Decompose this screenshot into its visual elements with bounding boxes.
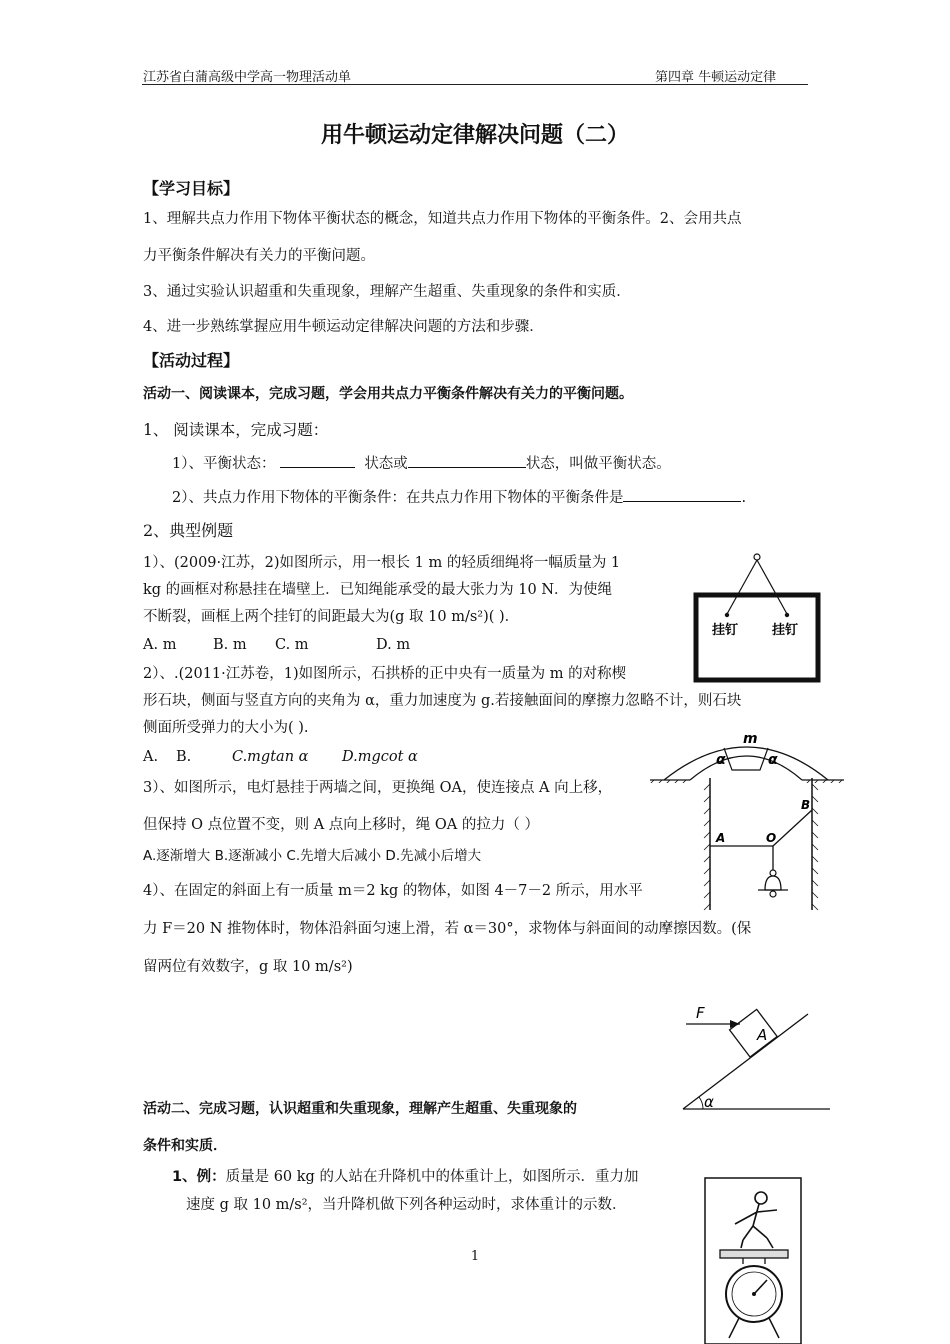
blank-1[interactable] [280,453,355,468]
q1-options [143,634,663,656]
step-1: 1、 阅读课本，完成习题： [143,421,329,439]
header-rule [142,84,808,85]
q1-line2: kg 的画框对称悬挂在墙壁上．已知绳能承受的最大张力为 10 N．为使绳 [143,582,613,598]
fig-force-label: F [696,1004,705,1022]
activity-2-heading-line1: 活动二、完成习题，认识超重和失重现象，理解产生超重、失重现象的 [143,1101,577,1117]
fig-label-right-nail: 挂钉 [772,623,799,638]
q2-options [143,746,418,768]
q2-option-b[interactable]: B. [176,749,192,765]
q2-line1: 2）、.(2011·江苏卷，1)如图所示，石拱桥的正中央有一质量为 m 的对称楔 [143,666,627,682]
goal-1-line1: 1、理解共点力作用下物体平衡状态的概念，知道共点力作用下物体的平衡条件。2、会用共点 [143,211,742,227]
goal-3: 3、通过实验认识超重和失重现象，理解产生超重、失重现象的条件和实质． [143,284,631,300]
q3-line2: 但保持 O 点位置不变，则 A 点向上移时，绳 OA 的拉力（ ） [143,817,539,833]
lamp-icon [758,870,788,897]
q1-option-b[interactable]: B. m [213,637,247,653]
header-right: 第四章 牛顿运动定律 [655,70,777,85]
goal-1-line2: 力平衡条件解决有关力的平衡问题。 [143,248,375,264]
fig-angle-label: α [704,1093,714,1111]
step-2: 2、典型例题 [143,521,234,540]
fig-block-label: A [757,1026,768,1044]
process-heading: 【活动过程】 [143,351,240,370]
goals-heading: 【学习目标】 [143,179,240,198]
step-1-1 [172,453,671,475]
q2-option-a[interactable]: A. [143,749,159,765]
q4-line2: 力 F＝20 N 推物体时，物体沿斜面匀速上滑，若 α＝30°，求物体与斜面间的动摩擦因数。(保 [143,921,752,937]
fig-point-b: B [801,798,811,812]
activity-2-heading-line2: 条件和实质． [143,1138,227,1154]
page-number: 1 [470,1249,480,1264]
activity-1-heading: 活动一、阅读课本，完成习题，学会用共点力平衡条件解决有关力的平衡问题。 [143,386,633,402]
picture-frame-figure [690,548,825,688]
q4-line1: 4）、在固定的斜面上有一质量 m＝2 kg 的物体，如图 4－7－2 所示，用水平 [143,883,643,899]
page-title: 用牛顿运动定律解决问题（二） [320,123,629,148]
q1-option-c[interactable]: C. m [275,637,309,653]
step-1-2 [172,487,746,509]
wedge-stone [724,748,768,770]
q1-line1: 1）、(2009·江苏，2)如图所示，用一根长 1 m 的轻质细绳将一幅质量为 1 [143,555,621,571]
example-text-1: 质量是 60 kg 的人站在升降机中的体重计上，如图所示．重力加 [225,1169,639,1185]
example-1-line2: 速度 g 取 10 m/s²，当升降机做下列各种运动时，求体重计的示数． [186,1197,627,1213]
header-left: 江苏省白蒲高级中学高一物理活动单 [143,70,352,85]
wall-nail-icon [754,554,760,560]
lamp-walls-figure [690,778,830,912]
fig-point-a: A [716,831,726,845]
fig-mass-label: m [743,731,758,747]
q3-line1: 3）、如图所示，电灯悬挂于两墙之间，更换绳 OA，使连接点 A 向上移， [143,780,613,796]
step-1-1-text-a: 1）、平衡状态： [172,456,276,472]
rope-ob [773,810,812,846]
q1-option-a[interactable]: A. m [143,637,177,653]
scale-dial-icon [726,1266,782,1338]
q2-line2: 形石块，侧面与竖直方向的夹角为 α，重力加速度为 g.若接触面间的摩擦力忽略不计，则石块 [143,693,742,709]
q3-options: A.逐渐增大 B.逐渐减小 C.先增大后减小 D.先减小后增大 [143,848,482,864]
blank-3[interactable] [623,487,741,502]
example-label: 1、例： [172,1169,226,1185]
incline-figure [678,995,838,1115]
example-1-line1 [172,1166,638,1188]
person-icon [735,1192,777,1248]
step-1-2-text: 2）、共点力作用下物体的平衡条件：在共点力作用下物体的平衡条件是 [172,490,624,506]
fig-alpha-right: α [768,752,778,768]
fig-point-o: O [766,831,777,845]
q2-option-c[interactable]: C.mgtan α [232,749,309,765]
step-1-1-text-c: 状态，叫做平衡状态。 [525,456,671,472]
q1-line3: 不断裂，画框上两个挂钉的间距最大为(g 取 10 m/s²)( )． [143,609,520,625]
q1-option-d[interactable]: D. m [376,637,411,653]
block-a [730,1009,778,1057]
q2-option-d[interactable]: D.mgcot α [342,749,418,765]
q4-line3: 留两位有效数字，g 取 10 m/s²) [143,959,353,975]
goal-4: 4、进一步熟练掌握应用牛顿运动定律解决问题的方法和步骤． [143,319,544,335]
step-1-1-text-b: 状态或 [364,456,408,472]
arch-bridge-figure [650,728,845,783]
q2-line3: 侧面所受弹力的大小为( ). [143,720,309,736]
blank-2[interactable] [408,453,526,468]
step-1-2-end: . [741,490,747,506]
fig-alpha-left: α [716,752,726,768]
fig-label-left-nail: 挂钉 [712,623,739,638]
